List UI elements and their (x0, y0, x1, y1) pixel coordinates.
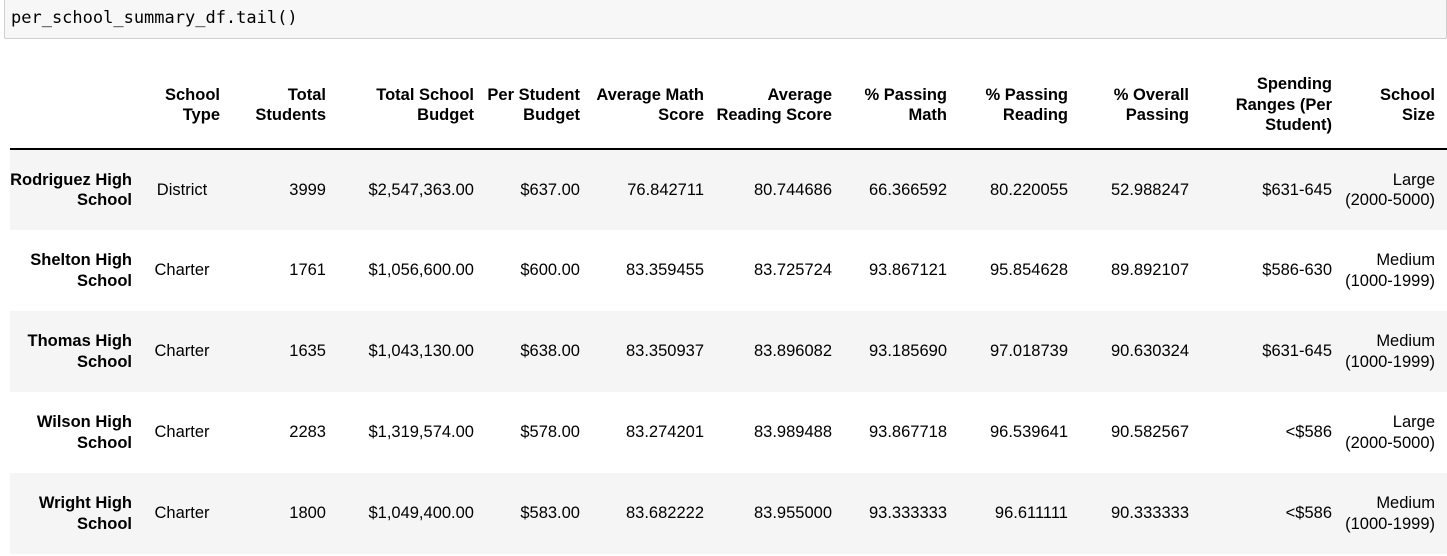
table-row (10, 473, 1447, 554)
cell-per-student-budget: $600.00 (520, 261, 580, 280)
column-header-average-reading-score: Average Reading Score (716, 62, 844, 149)
cell-overall-passing: 89.892107 (1111, 261, 1189, 280)
cell-average-reading-score: 83.896082 (754, 342, 832, 361)
cell-school-type: Charter (154, 342, 210, 361)
column-header-per-student-budget: Per Student Budget (486, 62, 592, 149)
cell-total-school-budget: $1,043,130.00 (368, 342, 474, 361)
cell-average-reading-score: 83.989488 (754, 423, 832, 442)
cell-passing-reading: 95.854628 (990, 261, 1068, 280)
cell-spending-range: $631-645 (1262, 180, 1332, 199)
cell-school-type: District (156, 180, 208, 199)
cell-passing-reading: 80.220055 (990, 180, 1068, 199)
column-header-school-type: School Type (144, 62, 232, 149)
cell-average-math-score: 83.359455 (626, 261, 704, 280)
cell-per-student-budget: $638.00 (520, 342, 580, 361)
cell-total-students: 2283 (289, 423, 326, 442)
cell-total-school-budget: $1,056,600.00 (368, 261, 474, 280)
cell-spending-range: <$586 (1285, 504, 1332, 523)
cell-school-size: Medium (1000-1999) (1345, 332, 1435, 371)
cell-school-size: Large (2000-5000) (1345, 413, 1435, 452)
column-header-spending-ranges: Spending Ranges (Per Student) (1201, 62, 1344, 149)
row-index-label: Shelton High School (30, 251, 132, 290)
cell-overall-passing: 90.582567 (1111, 423, 1189, 442)
cell-average-reading-score: 83.955000 (754, 504, 832, 523)
cell-total-students: 1800 (289, 504, 326, 523)
column-header-overall-passing: % Overall Passing (1080, 62, 1201, 149)
column-header-average-math-score: Average Math Score (592, 62, 716, 149)
cell-overall-passing: 90.333333 (1111, 504, 1189, 523)
column-header-total-students: Total Students (232, 62, 338, 149)
column-header-passing-reading: % Passing Reading (959, 62, 1080, 149)
column-header-school-size: School Size (1344, 62, 1447, 149)
cell-school-type: Charter (154, 423, 210, 442)
row-index-label: Thomas High School (27, 332, 132, 371)
column-header-passing-math: % Passing Math (844, 62, 959, 149)
table-row (10, 392, 1447, 473)
table-row (10, 149, 1447, 230)
cell-average-reading-score: 80.744686 (754, 180, 832, 199)
cell-total-school-budget: $1,049,400.00 (368, 504, 474, 523)
cell-output (10, 62, 1447, 554)
row-index-label: Wright High School (38, 494, 132, 533)
code-text[interactable]: per_school_summary_df.tail() (11, 8, 298, 28)
column-header-total-school-budget: Total School Budget (338, 62, 486, 149)
cell-average-math-score: 76.842711 (627, 180, 704, 199)
cell-passing-reading: 96.539641 (990, 423, 1068, 442)
table-row (10, 230, 1447, 311)
cell-school-size: Large (2000-5000) (1345, 170, 1435, 209)
cell-per-student-budget: $637.00 (520, 180, 580, 199)
cell-passing-math: 93.185690 (869, 342, 947, 361)
cell-spending-range: $631-645 (1262, 342, 1332, 361)
cell-total-school-budget: $1,319,574.00 (368, 423, 474, 442)
row-index-label: Rodriguez High School (10, 170, 132, 209)
cell-school-size: Medium (1000-1999) (1345, 251, 1435, 290)
cell-per-student-budget: $583.00 (520, 504, 580, 523)
cell-overall-passing: 90.630324 (1111, 342, 1189, 361)
cell-overall-passing: 52.988247 (1111, 180, 1189, 199)
cell-total-students: 1761 (289, 261, 326, 280)
header-row (10, 62, 1447, 149)
cell-passing-reading: 97.018739 (990, 342, 1068, 361)
row-index-label: Wilson High School (36, 413, 132, 452)
cell-total-students: 1635 (289, 342, 326, 361)
cell-per-student-budget: $578.00 (520, 423, 580, 442)
cell-average-reading-score: 83.725724 (754, 261, 832, 280)
dataframe-table (10, 62, 1447, 554)
cell-average-math-score: 83.350937 (626, 342, 704, 361)
cell-school-size: Medium (1000-1999) (1345, 494, 1435, 533)
cell-school-type: Charter (154, 504, 210, 523)
cell-passing-reading: 96.611111 (994, 504, 1068, 523)
cell-passing-math: 93.333333 (869, 504, 947, 523)
table-row (10, 311, 1447, 392)
cell-spending-range: <$586 (1285, 423, 1332, 442)
cell-passing-math: 93.867121 (869, 261, 947, 280)
cell-passing-math: 66.366592 (869, 180, 947, 199)
cell-school-type: Charter (154, 261, 210, 280)
cell-average-math-score: 83.274201 (626, 423, 704, 442)
cell-spending-range: $586-630 (1262, 261, 1332, 280)
cell-total-school-budget: $2,547,363.00 (368, 180, 474, 199)
column-header-index (10, 62, 144, 149)
cell-passing-math: 93.867718 (869, 423, 947, 442)
cell-total-students: 3999 (289, 180, 326, 199)
cell-average-math-score: 83.682222 (626, 504, 704, 523)
code-cell-input[interactable] (4, 0, 1447, 39)
